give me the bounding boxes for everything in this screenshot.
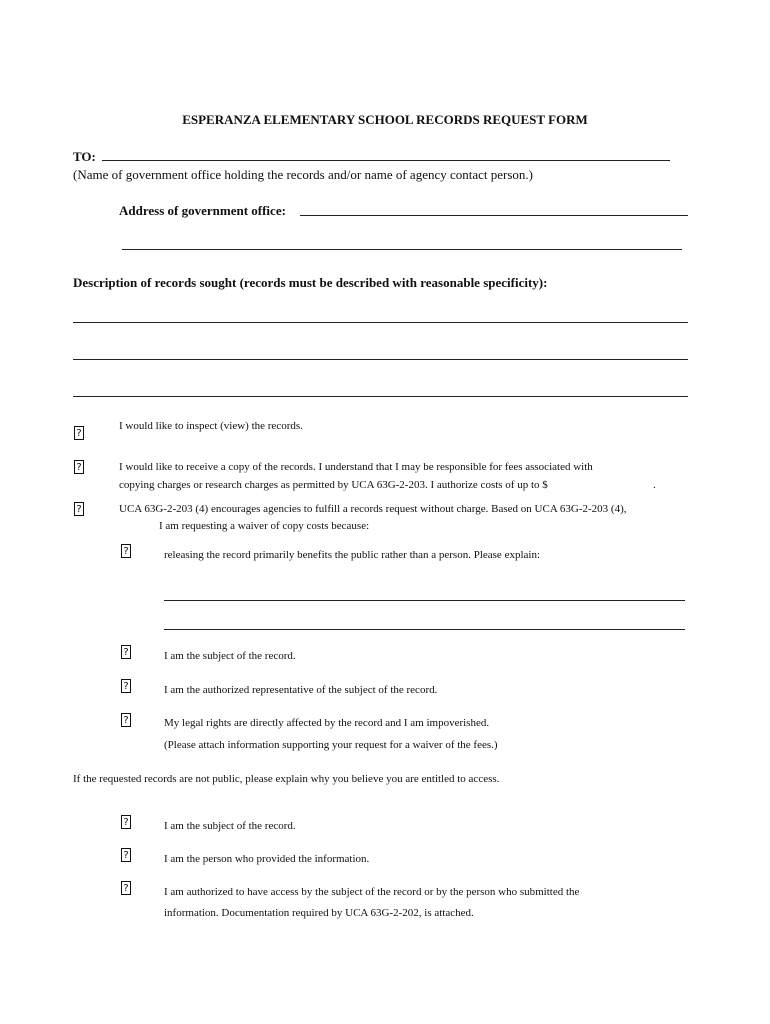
access-provider-checkbox[interactable]	[121, 848, 131, 862]
access-authorized-label-line-2: information. Documentation required by UCA 63G-2-202, is attached.	[164, 907, 474, 919]
public-benefit-line-2[interactable]	[164, 629, 685, 630]
waiver-legal-label-line-1: My legal rights are directly affected by the record and I am impoverished.	[164, 717, 490, 729]
waiver-subject-label: I am the subject of the record.	[164, 650, 296, 662]
waiver-label-line-1: UCA 63G-2-203 (4) encourages agencies to fulfill a records request without charge. Based on UCA 63G-2-203 (4),	[119, 503, 627, 515]
question-mark-icon: ?	[123, 715, 129, 726]
access-subject-label: I am the subject of the record.	[164, 820, 296, 832]
copy-checkbox[interactable]	[74, 460, 84, 474]
access-authorized-checkbox[interactable]	[121, 881, 131, 895]
question-mark-icon: ?	[123, 681, 129, 692]
waiver-subject-checkbox[interactable]	[121, 645, 131, 659]
inspect-label: I would like to inspect (view) the records.	[119, 420, 303, 432]
question-mark-icon: ?	[123, 546, 129, 557]
access-provider-label: I am the person who provided the information.	[164, 853, 370, 865]
description-label: Description of records sought (records must be described with reasonable specificity):	[73, 275, 548, 290]
waiver-checkbox[interactable]	[74, 502, 84, 516]
inspect-checkbox[interactable]	[74, 426, 84, 440]
to-label: TO:	[73, 149, 96, 164]
public-benefit-line-1[interactable]	[164, 600, 685, 601]
public-benefit-label: releasing the record primarily benefits the public rather than a person. Please explain:	[164, 549, 540, 561]
description-line-1[interactable]	[73, 322, 688, 323]
not-public-label: If the requested records are not public, please explain why you believe you are entitled to access.	[73, 773, 500, 785]
address-input-line-2[interactable]	[122, 249, 682, 250]
copy-label-period: .	[653, 479, 656, 491]
address-input-line-1[interactable]	[300, 215, 688, 216]
public-benefit-checkbox[interactable]	[121, 544, 131, 558]
access-subject-checkbox[interactable]	[121, 815, 131, 829]
question-mark-icon: ?	[76, 504, 82, 515]
waiver-legal-label-line-2: (Please attach information supporting your request for a waiver of the fees.)	[164, 739, 498, 751]
to-note: (Name of government office holding the records and/or name of agency contact person.)	[73, 167, 534, 182]
question-mark-icon: ?	[123, 817, 129, 828]
question-mark-icon: ?	[123, 647, 129, 658]
copy-label-line-2: copying charges or research charges as permitted by UCA 63G-2-203. I authorize costs of up to $	[119, 479, 548, 491]
waiver-representative-label: I am the authorized representative of the subject of the record.	[164, 684, 438, 696]
waiver-legal-checkbox[interactable]	[121, 713, 131, 727]
copy-label-line-1: I would like to receive a copy of the records. I understand that I may be responsible for fees associated with	[119, 461, 593, 473]
question-mark-icon: ?	[123, 850, 129, 861]
question-mark-icon: ?	[123, 883, 129, 894]
address-label: Address of government office:	[119, 203, 286, 218]
description-line-2[interactable]	[73, 359, 688, 360]
to-input-line[interactable]	[102, 160, 670, 161]
description-line-3[interactable]	[73, 396, 688, 397]
form-title: ESPERANZA ELEMENTARY SCHOOL RECORDS REQUEST FORM	[182, 112, 588, 127]
question-mark-icon: ?	[76, 462, 82, 473]
waiver-representative-checkbox[interactable]	[121, 679, 131, 693]
question-mark-icon: ?	[76, 428, 82, 439]
access-authorized-label-line-1: I am authorized to have access by the subject of the record or by the person who submitted the	[164, 886, 580, 898]
waiver-label-line-2: I am requesting a waiver of copy costs because:	[159, 520, 370, 532]
